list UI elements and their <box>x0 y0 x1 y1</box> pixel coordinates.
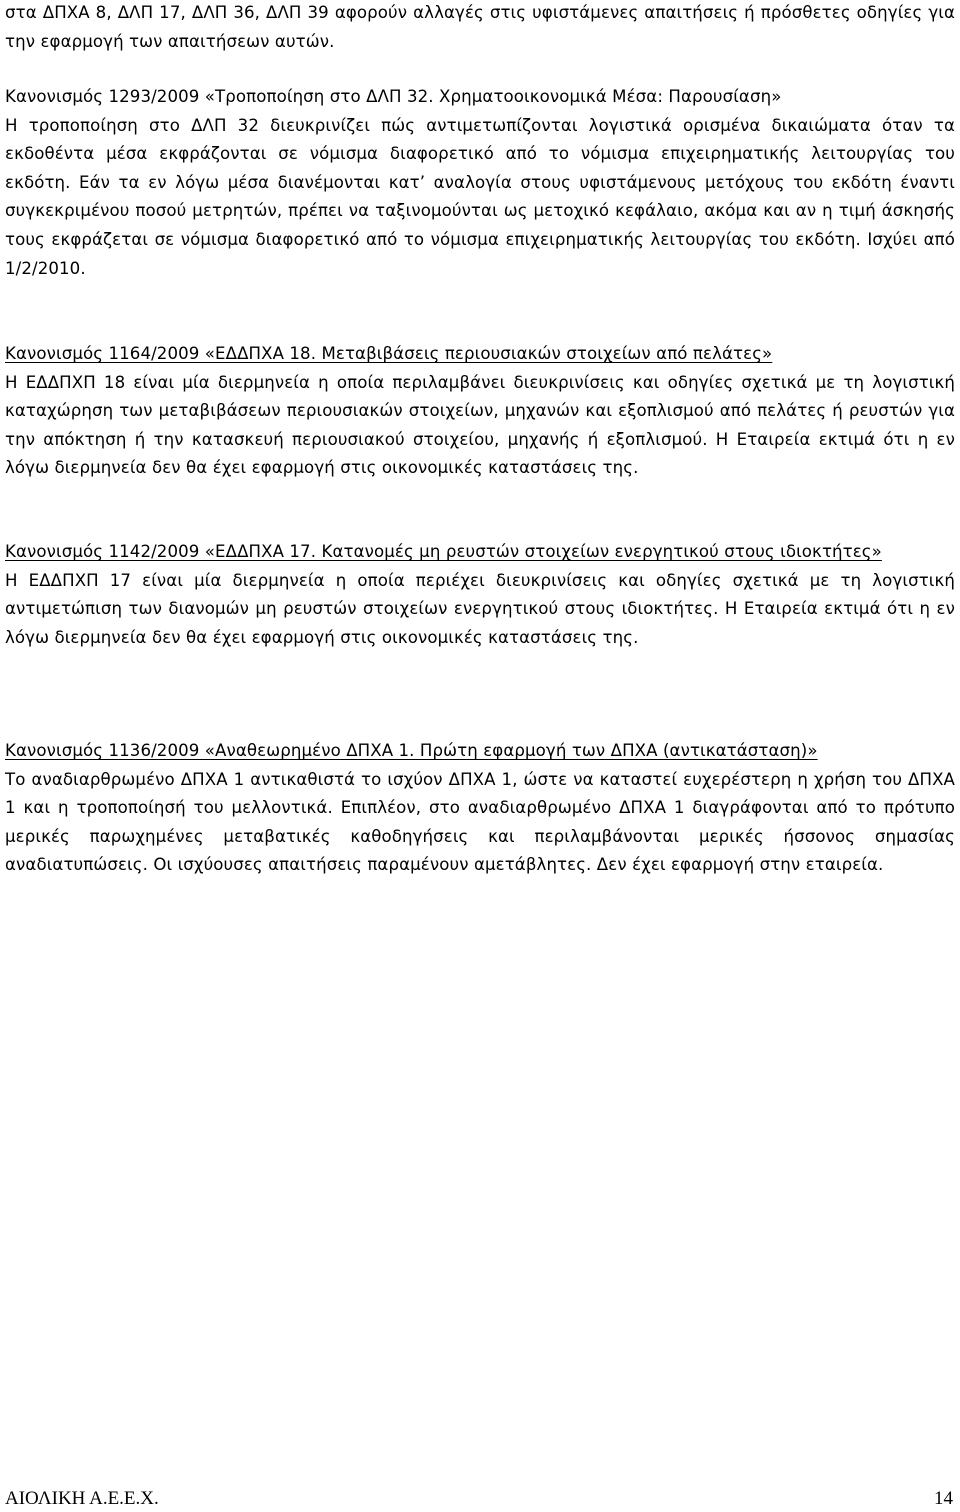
section-regulation-1136 <box>5 737 955 880</box>
page-footer <box>5 1488 955 1510</box>
intro-text: στα ΔΠΧΑ 8, ΔΛΠ 17, ΔΛΠ 36, ΔΛΠ 39 αφορούν αλλαγές στις υφιστάμενες απαιτήσεις ή πρόσθετες οδηγίες για την εφαρμογή των απαιτήσεων αυτών. <box>5 3 955 51</box>
footer-company-name: ΑΙΟΛΙΚΗ Α.Ε.Ε.Χ. <box>5 1488 159 1509</box>
section-heading: Κανονισμός 1164/2009 «ΕΔΔΠΧΑ 18. Μεταβιβάσεις περιουσιακών στοιχείων από πελάτες» <box>5 344 773 363</box>
intro-paragraph <box>5 0 955 56</box>
section-regulation-1164 <box>5 340 955 483</box>
section-regulation-1142 <box>5 538 955 652</box>
section-heading: Κανονισμός 1136/2009 «Αναθεωρημένο ΔΠΧΑ 1. Πρώτη εφαρμογή των ΔΠΧΑ (αντικατάσταση)» <box>5 741 818 760</box>
section-body: Η ΕΔΔΠΧΠ 18 είναι μία διερμηνεία η οποία περιλαμβάνει διευκρινίσεις και οδηγίες σχετικά με τη λογιστική καταχώρηση των μεταβιβάσεων περιουσιακών στοιχείων, μηχανών και εξοπλισμού από πελάτες ή ρευστών για την απόκτηση ή την κατασκευή περιουσιακού στοιχείου, μηχανής ή εξοπλισμού. Η Εταιρεία εκτιμά ότι η εν λόγω διερμηνεία δεν θα έχει εφαρμογή στις οικονομικές καταστάσεις της. <box>5 372 955 478</box>
section-body: Το αναδιαρθρωμένο ΔΠΧΑ 1 αντικαθιστά το ισχύον ΔΠΧΑ 1, ώστε να καταστεί ευχερέστερη η χρήση του ΔΠΧΑ 1 και η τροποποίησή του μελλοντικά. Επιπλέον, στο αναδιαρθρωμένο ΔΠΧΑ 1 διαγράφονται από το πρότυπο μερικές παρωχημένες μεταβατικές καθοδηγήσεις και περιλαμβάνονται μερικές ήσσονος σημασίας αναδιατυπώσεις. Οι ισχύουσες απαιτήσεις παραμένουν αμετάβλητες. Δεν έχει εφαρμογή στην εταιρεία. <box>5 769 955 875</box>
section-regulation-1293 <box>5 83 955 283</box>
section-body: Η ΕΔΔΠΧΠ 17 είναι μία διερμηνεία η οποία περιέχει διευκρινίσεις και οδηγίες σχετικά με τη λογιστική αντιμετώπιση των διανομών μη ρευστών στοιχείων ενεργητικού στους ιδιοκτήτες. Η Εταιρεία εκτιμά ότι η εν λόγω διερμηνεία δεν θα έχει εφαρμογή στις οικονομικές καταστάσεις της. <box>5 570 955 647</box>
section-heading: Κανονισμός 1293/2009 «Τροποποίηση στο ΔΛΠ 32. Χρηματοοικονομικά Μέσα: Παρουσίαση» <box>5 87 782 106</box>
section-body: Η τροποποίηση στο ΔΛΠ 32 διευκρινίζει πώς αντιμετωπίζονται λογιστικά ορισμένα δικαιώματα όταν τα εκδοθέντα μέσα εκφράζονται σε νόμισμα διαφορετικό από το νόμισμα επιχειρηματικής λειτουργίας του εκδότη. Εάν τα εν λόγω μέσα διανέμονται κατ’ αναλογία στους υφιστάμενους μετόχους του εκδότη έναντι συγκεκριμένου ποσού μετρητών, πρέπει να ταξινομούνται ως μετοχικό κεφάλαιο, ακόμα και αν η τιμή άσκησής τους εκφράζεται σε νόμισμα διαφορετικό από το νόμισμα επιχειρηματικής λειτουργίας του εκδότη. Ισχύει από 1/2/2010. <box>5 115 955 278</box>
footer-page-number: 14 <box>934 1488 953 1509</box>
section-heading: Κανονισμός 1142/2009 «ΕΔΔΠΧΑ 17. Κατανομές μη ρευστών στοιχείων ενεργητικού στους ιδιοκτήτες» <box>5 542 882 561</box>
